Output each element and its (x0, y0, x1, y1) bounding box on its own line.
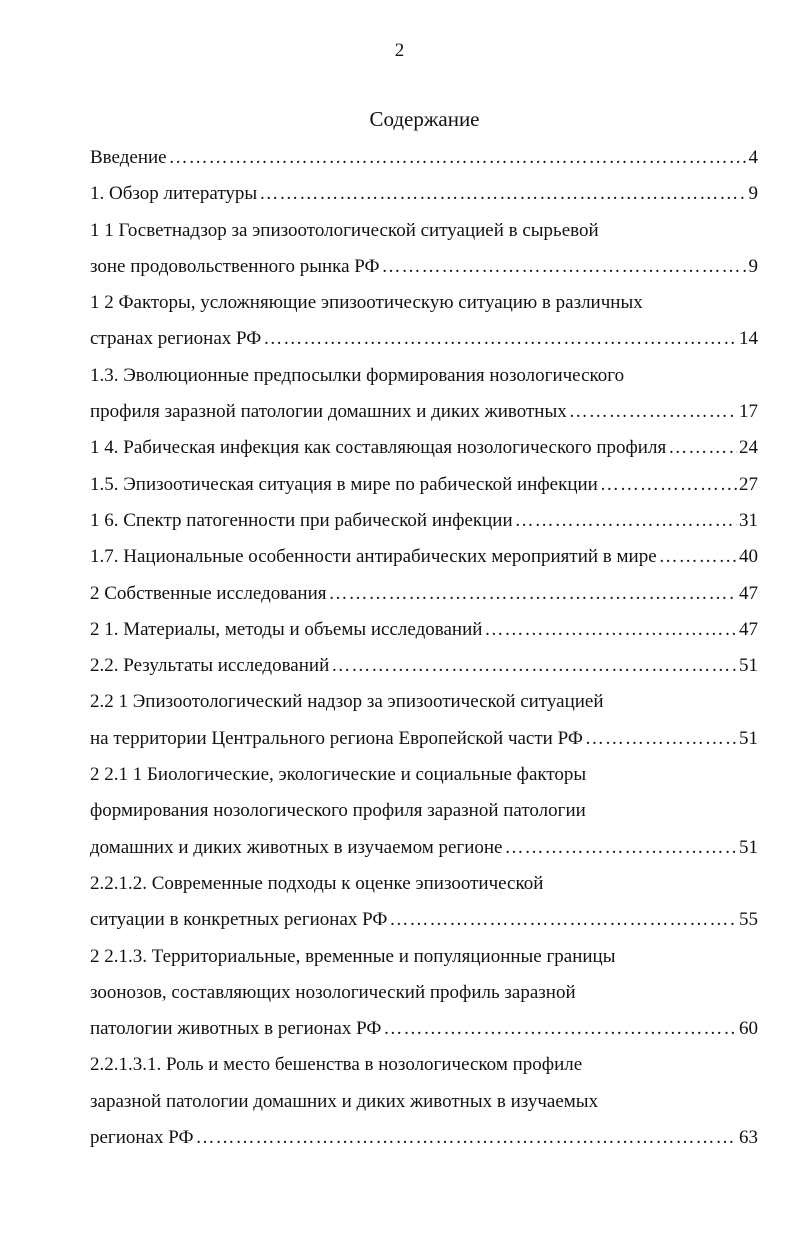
toc-page-number: 51 (739, 836, 758, 858)
toc-entry (90, 905, 758, 941)
toc-entry-text: патологии животных в регионах РФ (90, 1018, 382, 1040)
toc-entry-text: 2.2. Результаты исследований (90, 655, 330, 677)
toc-entry (90, 833, 758, 869)
toc-page-number: 60 (739, 1018, 758, 1040)
dot-leader (585, 724, 737, 754)
toc-entry (90, 216, 758, 252)
dot-leader (169, 143, 747, 173)
toc-entry (90, 1087, 758, 1123)
toc-entry-text: 2 Собственные исследования (90, 582, 327, 604)
toc-entry (90, 1014, 758, 1050)
toc-entry (90, 978, 758, 1014)
toc-entry (90, 724, 758, 760)
toc-entry-text: 1 1 Госветнадзор за эпизоотологической ситуацией в сырьевой (90, 219, 599, 241)
toc-entry-text: формирования нозологического профиля заразной патологии (90, 800, 586, 822)
toc-entry (90, 361, 758, 397)
toc-page-number: 27 (739, 473, 758, 495)
toc-entry-text: заразной патологии домашних и диких животных в изучаемых (90, 1090, 599, 1112)
toc-entry-text: 1. Обзор литературы (90, 183, 258, 205)
toc-entry (90, 542, 758, 578)
toc-entry (90, 506, 758, 542)
toc-entry-text: 1.3. Эволюционные предпосылки формирования нозологического (90, 364, 625, 386)
dot-leader (382, 252, 747, 282)
toc-entry (90, 760, 758, 796)
toc-page-number: 47 (739, 618, 758, 640)
toc-entry (90, 615, 758, 651)
toc-page-number: 9 (748, 183, 758, 205)
toc-page-number: 31 (739, 509, 758, 531)
toc-page-number: 4 (748, 147, 758, 168)
toc-entry-text: 2.2.1.3.1. Роль и место бешенства в нозологическом профиле (90, 1054, 583, 1076)
toc-entry-text: 2.2 1 Эпизоотологический надзор за эпизоотической ситуацией (90, 691, 604, 713)
toc-entry (90, 1050, 758, 1086)
toc-page-number: 51 (739, 727, 758, 749)
toc-entry (90, 1123, 758, 1159)
toc-page-number: 40 (739, 546, 758, 568)
dot-leader (659, 542, 737, 572)
dot-leader (569, 397, 737, 427)
table-of-contents (90, 143, 758, 1159)
toc-entry-text: зоонозов, составляющих нозологический профиль заразной (90, 981, 576, 1003)
toc-entry-text: 2 1. Материалы, методы и объемы исследований (90, 618, 483, 640)
toc-entry (90, 651, 758, 687)
dot-leader (196, 1123, 738, 1153)
toc-entry (90, 433, 758, 469)
toc-entry-text: 1.5. Эпизоотическая ситуация в мире по рабической инфекции (90, 473, 598, 495)
toc-entry (90, 397, 758, 433)
toc-entry (90, 869, 758, 905)
toc-page-number: 47 (739, 582, 758, 604)
toc-entry-text: профиля заразной патологии домашних и диких животных (90, 401, 567, 423)
toc-page-number: 24 (739, 437, 758, 459)
toc-entry-text: ситуации в конкретных регионах РФ (90, 909, 388, 931)
toc-entry-text: зоне продовольственного рынка РФ (90, 255, 380, 277)
toc-entry-text: регионах РФ (90, 1127, 194, 1149)
dot-leader (331, 651, 737, 681)
toc-entry-text: 1.7. Национальные особенности антирабических мероприятий в мире (90, 546, 657, 568)
dot-leader (484, 615, 737, 645)
toc-page-number: 55 (739, 909, 758, 931)
toc-entry-text: 2 2.1.3. Территориальные, временные и популяционные границы (90, 945, 616, 967)
dot-leader (668, 433, 737, 463)
toc-entry-text: 2 2.1 1 Биологические, экологические и социальные факторы (90, 764, 587, 786)
toc-entry-text: Введение (90, 147, 167, 168)
toc-entry (90, 324, 758, 360)
toc-page-number: 63 (739, 1127, 758, 1149)
dot-leader (504, 833, 737, 863)
toc-entry-text: странах регионах РФ (90, 328, 262, 350)
toc-entry (90, 687, 758, 723)
toc-entry (90, 796, 758, 832)
toc-entry (90, 288, 758, 324)
toc-entry-text: 1 2 Факторы, усложняющие эпизоотическую ситуацию в различных (90, 292, 643, 314)
page-title: Содержание (369, 107, 480, 131)
toc-entry (90, 179, 758, 215)
toc-entry (90, 942, 758, 978)
toc-page-number: 51 (739, 655, 758, 677)
page-number: 2 (394, 40, 405, 61)
toc-entry-text: 1 4. Рабическая инфекция как составляющая нозологического профиля (90, 437, 667, 459)
toc-page-number: 9 (748, 255, 758, 277)
toc-page-number: 17 (739, 401, 758, 423)
toc-entry (90, 579, 758, 615)
toc-entry (90, 470, 758, 506)
toc-entry-text: 2.2.1.2. Современные подходы к оценке эпизоотической (90, 872, 544, 894)
toc-entry (90, 252, 758, 288)
dot-leader (515, 506, 737, 536)
toc-entry-text: на территории Центрального региона Европейской части РФ (90, 727, 583, 749)
dot-leader (329, 579, 738, 609)
toc-entry-text: 1 6. Спектр патогенности при рабической инфекции (90, 509, 513, 531)
toc-entry-text: домашних и диких животных в изучаемом регионе (90, 836, 503, 858)
toc-entry (90, 143, 758, 179)
dot-leader (259, 179, 746, 209)
dot-leader (389, 905, 737, 935)
dot-leader (600, 470, 737, 500)
toc-page-number: 14 (739, 328, 758, 350)
dot-leader (383, 1014, 737, 1044)
dot-leader (263, 324, 737, 354)
